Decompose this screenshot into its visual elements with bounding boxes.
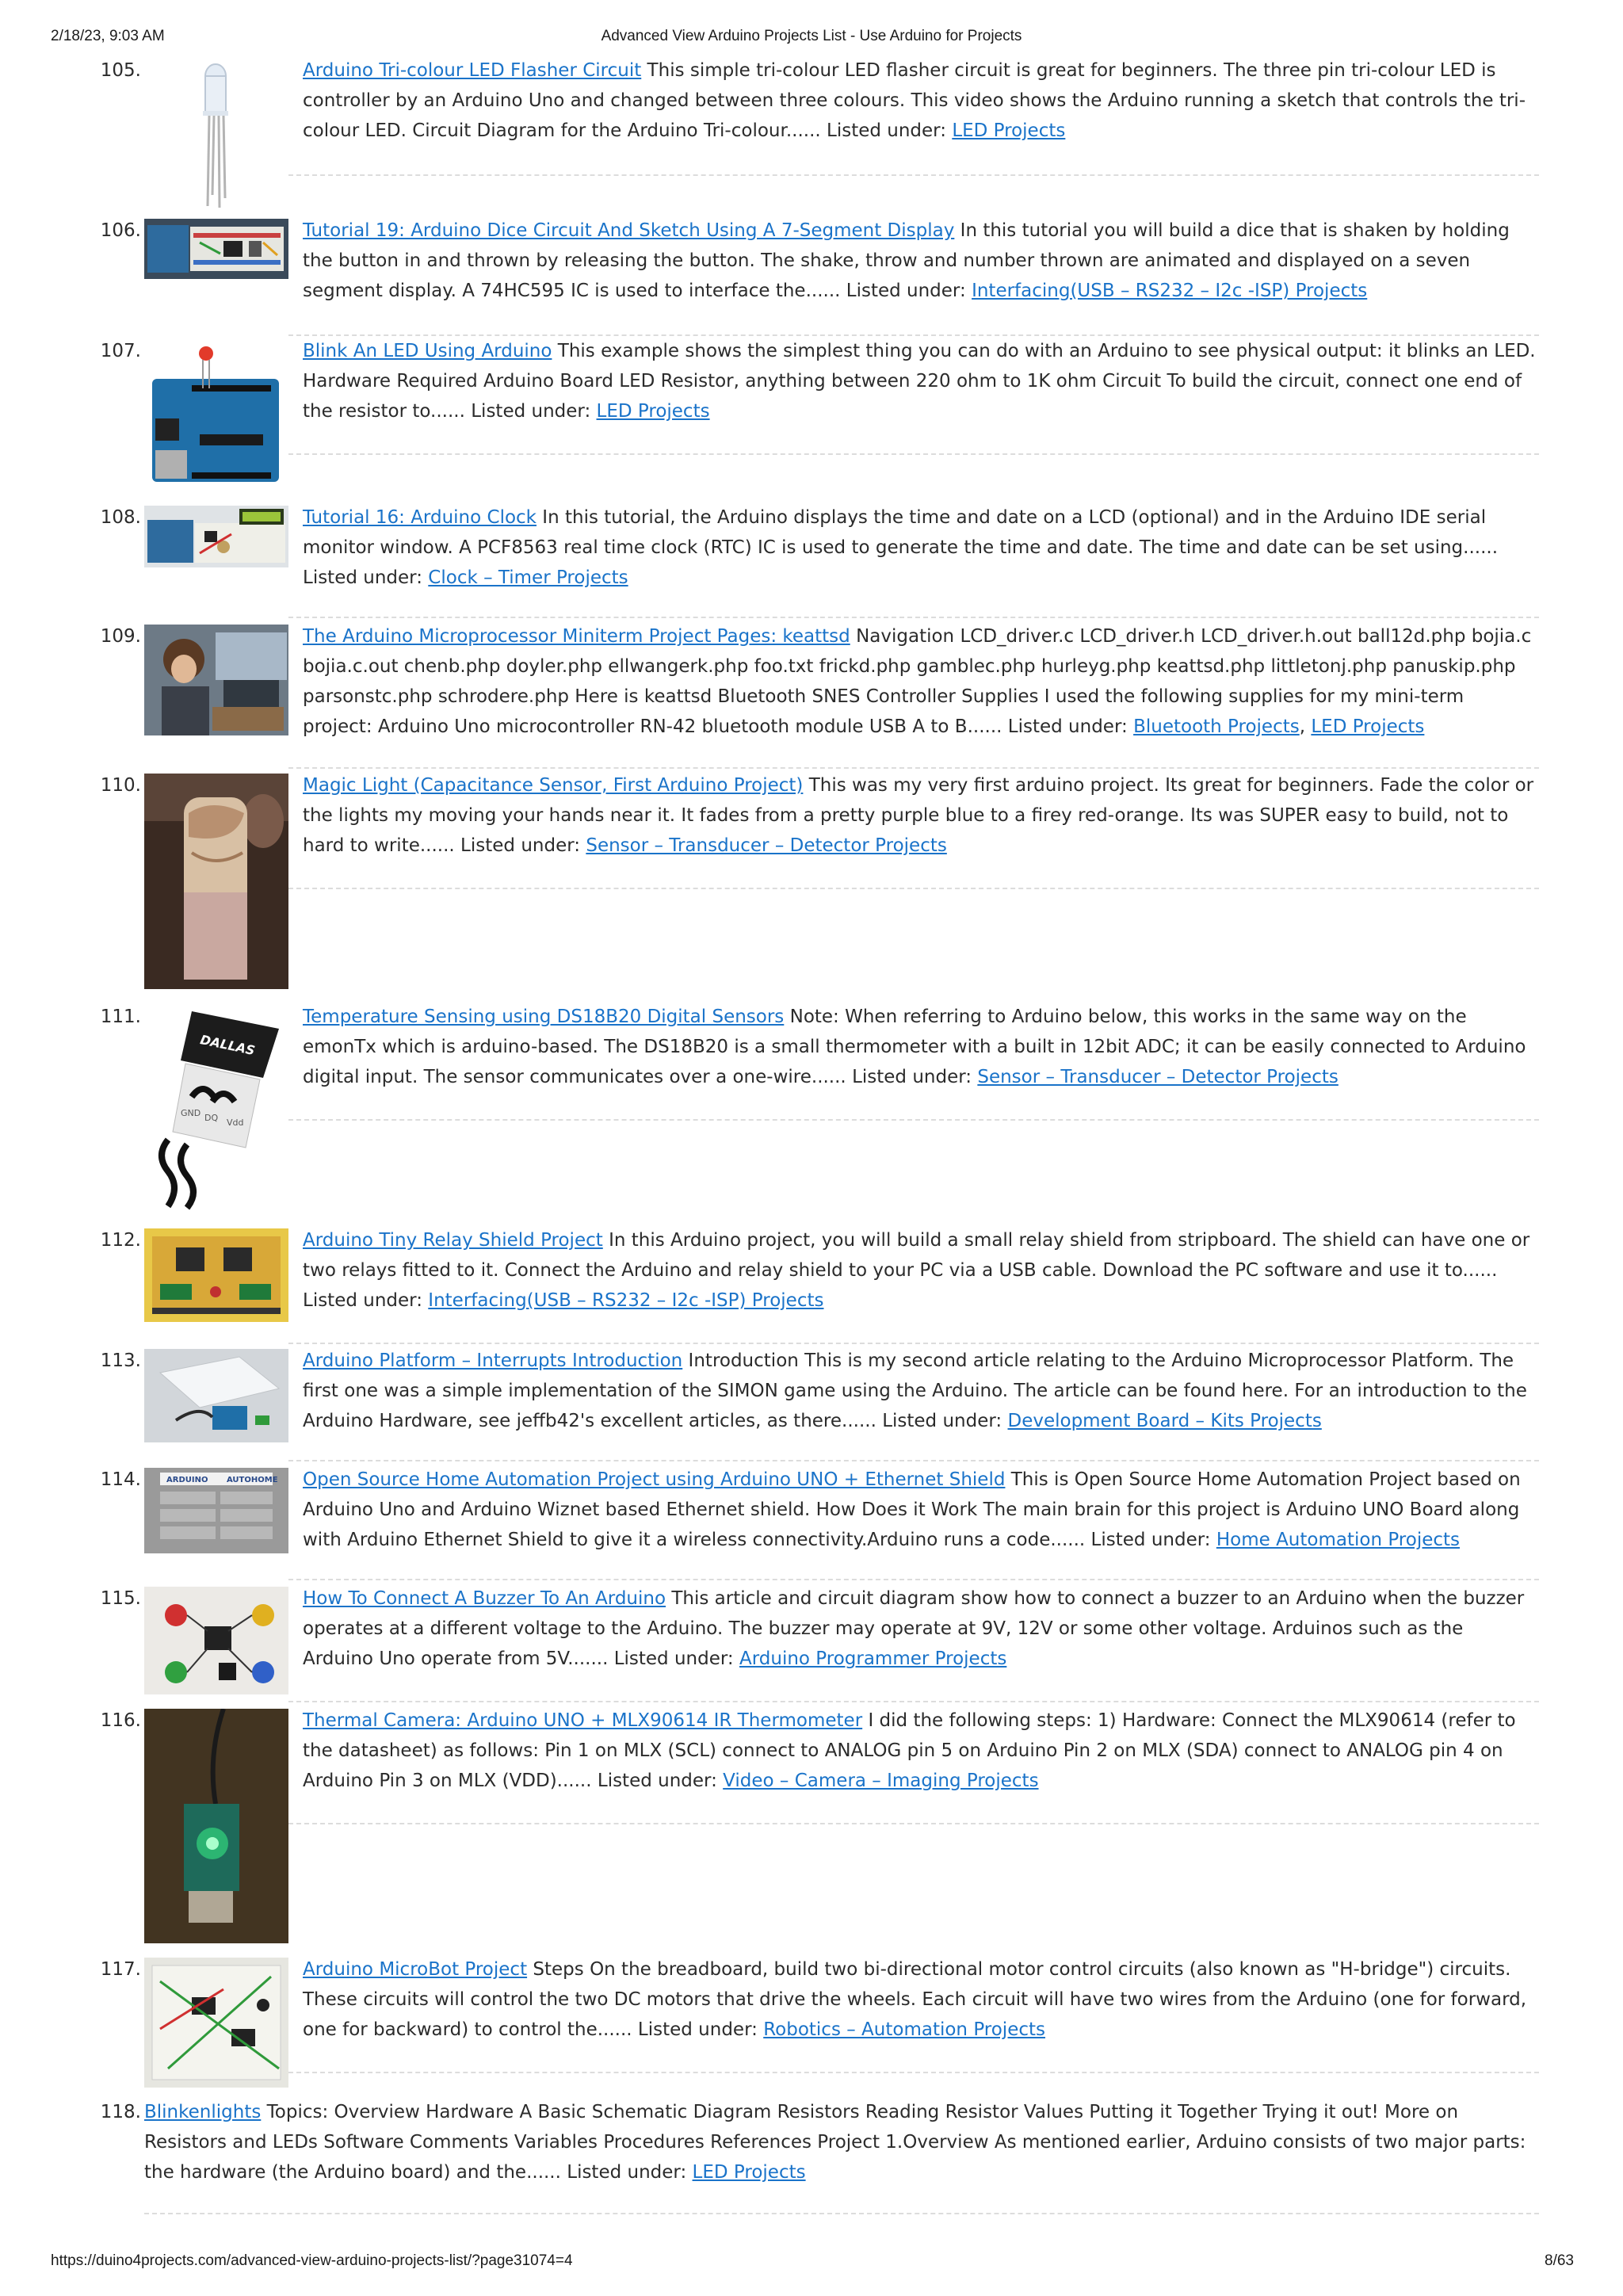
project-number: 115. [100,1588,141,1609]
project-thumbnail[interactable] [144,506,288,567]
entry-separator [288,888,1539,889]
entry-separator [288,1119,1539,1121]
print-footer [0,2248,1623,2280]
project-thumbnail[interactable] [144,774,288,989]
project-thumbnail[interactable] [144,1958,288,2088]
listed-under-label: Listed under: [852,1067,972,1087]
entry-separator [288,1701,1539,1702]
project-title-link[interactable]: Thermal Camera: Arduino UNO + MLX90614 IR Thermometer [303,1710,863,1731]
sensor-pin-vdd: Vdd [227,1117,244,1128]
project-number: 108. [100,507,141,528]
project-summary: In this Arduino project, you will build a small relay shield from stripboard. The shield can have one or two relays fitted to it. Connect the Arduino and relay shield to your PC via a USB cable. Download the PC software and use it to...... [303,1230,1530,1281]
project-description [303,1002,1539,1092]
clock-breadboard-image [144,506,288,567]
entry-separator [288,1823,1539,1824]
entry-separator [288,767,1539,769]
project-thumbnail[interactable] [144,625,288,735]
project-description [303,216,1539,306]
project-summary: This example shows the simplest thing you can do with an Arduino to see physical output: it blinks an LED. Hardware Required Arduino Board LED Resistor, anything between 220 ohm to 1K ohm Circuit To build the circuit, connect one end of the resistor to...... [303,341,1536,422]
project-number: 111. [100,1007,141,1027]
project-thumbnail[interactable] [144,59,288,209]
category-link[interactable]: Arduino Programmer Projects [739,1648,1007,1669]
listed-under-label: Listed under: [460,835,581,856]
sensor-pin-dq: DQ [204,1113,219,1123]
project-summary: I did the following steps: 1) Hardware: Connect the MLX90614 (refer to the datasheet) as follows: Pin 1 on MLX (SCL) connect to ANALOG pin 5 on Arduino Pin 2 on MLX (SDA) connect to ANALOG pin 4 on Arduino Pin 3 on MLX (VDD)...... [303,1710,1516,1791]
listed-under-label: Listed under: [303,1290,422,1311]
project-number: 110. [100,775,141,796]
listed-under-label: Listed under: [471,401,591,422]
listed-under-label: Listed under: [827,120,946,141]
project-description [303,1346,1539,1436]
project-title-link[interactable]: Magic Light (Capacitance Sensor, First Arduino Project) [303,775,804,796]
listed-under-label: Listed under: [882,1411,1002,1431]
project-thumbnail[interactable] [144,1709,288,1943]
project-title-link[interactable]: Blink An LED Using Arduino [303,341,552,361]
category-link[interactable]: Interfacing(USB – RS232 – I2c -ISP) Projects [428,1290,824,1311]
category-link[interactable]: Sensor – Transducer – Detector Projects [977,1067,1338,1087]
project-thumbnail[interactable] [144,219,288,279]
entry-separator [288,1579,1539,1580]
autohome-app-image [144,1468,288,1553]
project-title-link[interactable]: Temperature Sensing using DS18B20 Digital Sensors [303,1007,785,1027]
print-page-number: 8/63 [1545,2252,1574,2269]
project-summary: This is Open Source Home Automation Project based on Arduino Uno and Arduino Wiznet based Ethernet shield. How Does it Work The main brain for this project is Arduino UNO Board along with Arduino Ethernet Shield to give it a wireless connectivity.Arduino runs a code...... [303,1469,1521,1550]
led-image [144,59,288,209]
entry-separator [288,2072,1539,2073]
project-summary: In this tutorial you will build a dice that is shaken by holding the button in and thrown by releasing the button. The shake, throw and number thrown are animated and displayed on a seven segment display. A 74HC595 IC is used to interface the...... [303,220,1510,301]
project-summary: Topics: Overview Hardware A Basic Schematic Diagram Resistors Reading Resistor Values Putting it Together Trying it out! More on Resistors and LEDs Software Comments Variables Procedures References Project 1.Overview As mentioned earlier, Arduino consists of two major parts: the hardware (the Arduino board) and the...... [144,2102,1526,2183]
project-thumbnail[interactable] [144,1349,288,1442]
category-link[interactable]: Sensor – Transducer – Detector Projects [586,835,947,856]
entry-separator [288,174,1539,176]
listed-under-label: Listed under: [1090,1530,1211,1550]
project-description [144,2097,1539,2187]
project-summary: Steps On the breadboard, build two bi-directional motor control circuits (also known as "H-bridge") circuits. These circuits will control the two DC motors that drive the wheels. Each circuit will have two wires from the Arduino (one for forward, one for backward) to control the...... [303,1959,1527,2040]
sensor-brand-label: DALLAS [198,1032,257,1059]
project-title-link[interactable]: The Arduino Microprocessor Miniterm Project Pages: keattsd [303,626,850,647]
project-number: 107. [100,341,141,361]
listed-under-label: Listed under: [613,1648,734,1669]
project-number: 113. [100,1350,141,1371]
listed-under-label: Listed under: [637,2019,758,2040]
project-description [303,1954,1539,2045]
project-title-link[interactable]: Blinkenlights [144,2102,262,2122]
arduino-board-image [144,339,288,487]
entry-separator [288,1460,1539,1461]
autohome-banner-left: ARDUINO [166,1476,208,1484]
category-link[interactable]: Video – Camera – Imaging Projects [723,1771,1039,1791]
project-description [303,770,1539,861]
project-summary: Navigation LCD_driver.c LCD_driver.h LCD_driver.h.out ball12d.php bojia.c bojia.c.out chenb.php doyler.php ellwangerk.php foo.txt frickd.php gamblec.php hurleyg.php keattsd.php littletonj.php panuskip.php parsonstc.php schrodere.php Here is keattsd Bluetooth SNES Controller Supplies I used the following supplies for my mini-term project: Arduino Uno microcontroller RN-42 bluetooth module USB A to B...... [303,626,1532,737]
project-title-link[interactable]: Arduino Tri-colour LED Flasher Circuit [303,60,642,81]
project-description [303,1465,1539,1555]
buzzer-buttons-image [144,1587,288,1694]
project-title-link[interactable]: Arduino Tiny Relay Shield Project [303,1230,603,1251]
project-number: 105. [100,60,141,81]
category-link[interactable]: LED Projects [596,401,710,422]
listed-under-label: Listed under: [567,2162,687,2183]
print-page-title: Advanced View Arduino Projects List - Use Arduino for Projects [601,28,1022,44]
thermal-camera-image [144,1709,288,1943]
project-title-link[interactable]: How To Connect A Buzzer To An Arduino [303,1588,666,1609]
sensor-pin-gnd: GND [181,1108,201,1118]
project-thumbnail[interactable] [144,339,288,487]
print-url: https://duino4projects.com/advanced-view-arduino-projects-list/?page31074=4 [51,2252,573,2269]
project-summary: This simple tri-colour LED flasher circuit is great for beginners. The three pin tri-colour LED is controller by an Arduino Uno and changed between three colours. This video shows the Arduino running a sketch that controls the tri-colour LED. Circuit Diagram for the Arduino Tri-colour...... [303,60,1526,141]
autohome-banner-right: AUTOHOME [227,1476,278,1484]
project-thumbnail[interactable] [144,1468,288,1553]
entry-separator [288,453,1539,455]
category-link[interactable]: Interfacing(USB – RS232 – I2c -ISP) Projects [972,281,1368,301]
print-header [0,24,1623,55]
project-summary: This article and circuit diagram show how to connect a buzzer to an Arduino when the buzzer operates at a different voltage to the Arduino. The buzzer may operate at 9V, 12V or some other voltage. Arduinos such as the Arduino Uno operate from 5V....... [303,1588,1525,1669]
project-thumbnail[interactable] [144,1228,288,1322]
microbot-image [144,1958,288,2088]
project-description [303,1584,1539,1674]
project-title-link[interactable]: Tutorial 19: Arduino Dice Circuit And Sketch Using A 7-Segment Display [303,220,955,241]
category-link[interactable]: Robotics – Automation Projects [763,2019,1045,2040]
project-number: 117. [100,1959,141,1980]
listed-under-label: Listed under: [1007,716,1128,737]
listed-under-label: Listed under: [846,281,966,301]
category-link[interactable]: Bluetooth Projects [1133,716,1300,737]
project-title-link[interactable]: Open Source Home Automation Project using Arduino UNO + Ethernet Shield [303,1469,1006,1490]
category-link[interactable]: Clock – Timer Projects [428,567,628,588]
project-number: 109. [100,626,141,647]
category-link[interactable]: Development Board – Kits Projects [1007,1411,1322,1431]
entry-separator [288,617,1539,618]
breadboard-image [144,219,288,279]
listed-under-label: Listed under: [303,567,422,588]
project-number: 114. [100,1469,141,1490]
project-number: 116. [100,1710,141,1731]
category-link[interactable]: LED Projects [1311,716,1425,737]
project-summary: This was my very first arduino project. Its great for beginners. Fade the color or the lights my moving your hands near it. It fades from a pretty purple blue to a firey red-orange. Its was SUPER easy to build, not to hard to write...... [303,775,1534,856]
project-number: 112. [100,1230,141,1251]
project-number: 106. [100,220,141,241]
entry-separator [288,1343,1539,1344]
project-thumbnail[interactable] [144,1587,288,1694]
project-number: 118. [100,2102,141,2122]
project-description [303,1225,1539,1316]
category-link[interactable]: LED Projects [952,120,1066,141]
project-title-link[interactable]: Tutorial 16: Arduino Clock [303,507,537,528]
print-datetime: 2/18/23, 9:03 AM [51,28,165,44]
project-summary: In this tutorial, the Arduino displays the time and date on a LCD (optional) and in the Arduino IDE serial monitor window. A PCF8563 real time clock (RTC) IC is used to generate the time and date. The time and date can be set using...... [303,507,1499,558]
laptop-arduino-image [144,1349,288,1442]
student-lab-image [144,625,288,735]
project-title-link[interactable]: Arduino MicroBot Project [303,1959,528,1980]
project-description [303,502,1539,593]
project-thumbnail[interactable] [144,1005,288,1211]
relay-shield-image [144,1228,288,1322]
category-link[interactable]: Home Automation Projects [1216,1530,1461,1550]
project-description: The Arduino Microprocessor Miniterm Project Pages: keattsd Navigation LCD_driver.c LCD_driver.h LCD_driver.h.out ball12d.php bojia.c bojia.c.out chenb.php doyler.php ellwangerk.php foo.txt frickd.php gamblec.php hurleyg.php keattsd.php littletonj.php panuskip.php parsonstc.php schrodere.php Here is keattsd Bluetooth SNES Controller Supplies I used the following supplies for my mini-term project: Arduino Uno microcontroller RN-42 bluetooth module USB A to B...... Listed under: Bluetooth Projects, LED Projects [303,626,1532,737]
project-title-link[interactable]: Arduino Platform – Interrupts Introduction [303,1350,683,1371]
project-description [303,336,1539,426]
project-summary: Note: When referring to Arduino below, this works in the same way on the emonTx which is arduino-based. The DS18B20 is a small thermometer with a built in 12bit ADC; it can be easily connected to Arduino digital input. The sensor communicates over a one-wire...... [303,1007,1526,1087]
listed-under-label: Listed under: [597,1771,717,1791]
ds18b20-sensor-image [144,1005,288,1211]
entry-separator [144,2213,1539,2214]
magic-light-image [144,774,288,989]
project-summary: Introduction This is my second article relating to the Arduino Microprocessor Platform. The first one was a simple implementation of the SIMON game using the Arduino. The article can be found here. For an introduction to the Arduino Hardware, see jeffb42's excellent articles, as there...... [303,1350,1527,1431]
project-description [303,55,1539,146]
category-link[interactable]: LED Projects [692,2162,806,2183]
project-description [303,1706,1539,1796]
